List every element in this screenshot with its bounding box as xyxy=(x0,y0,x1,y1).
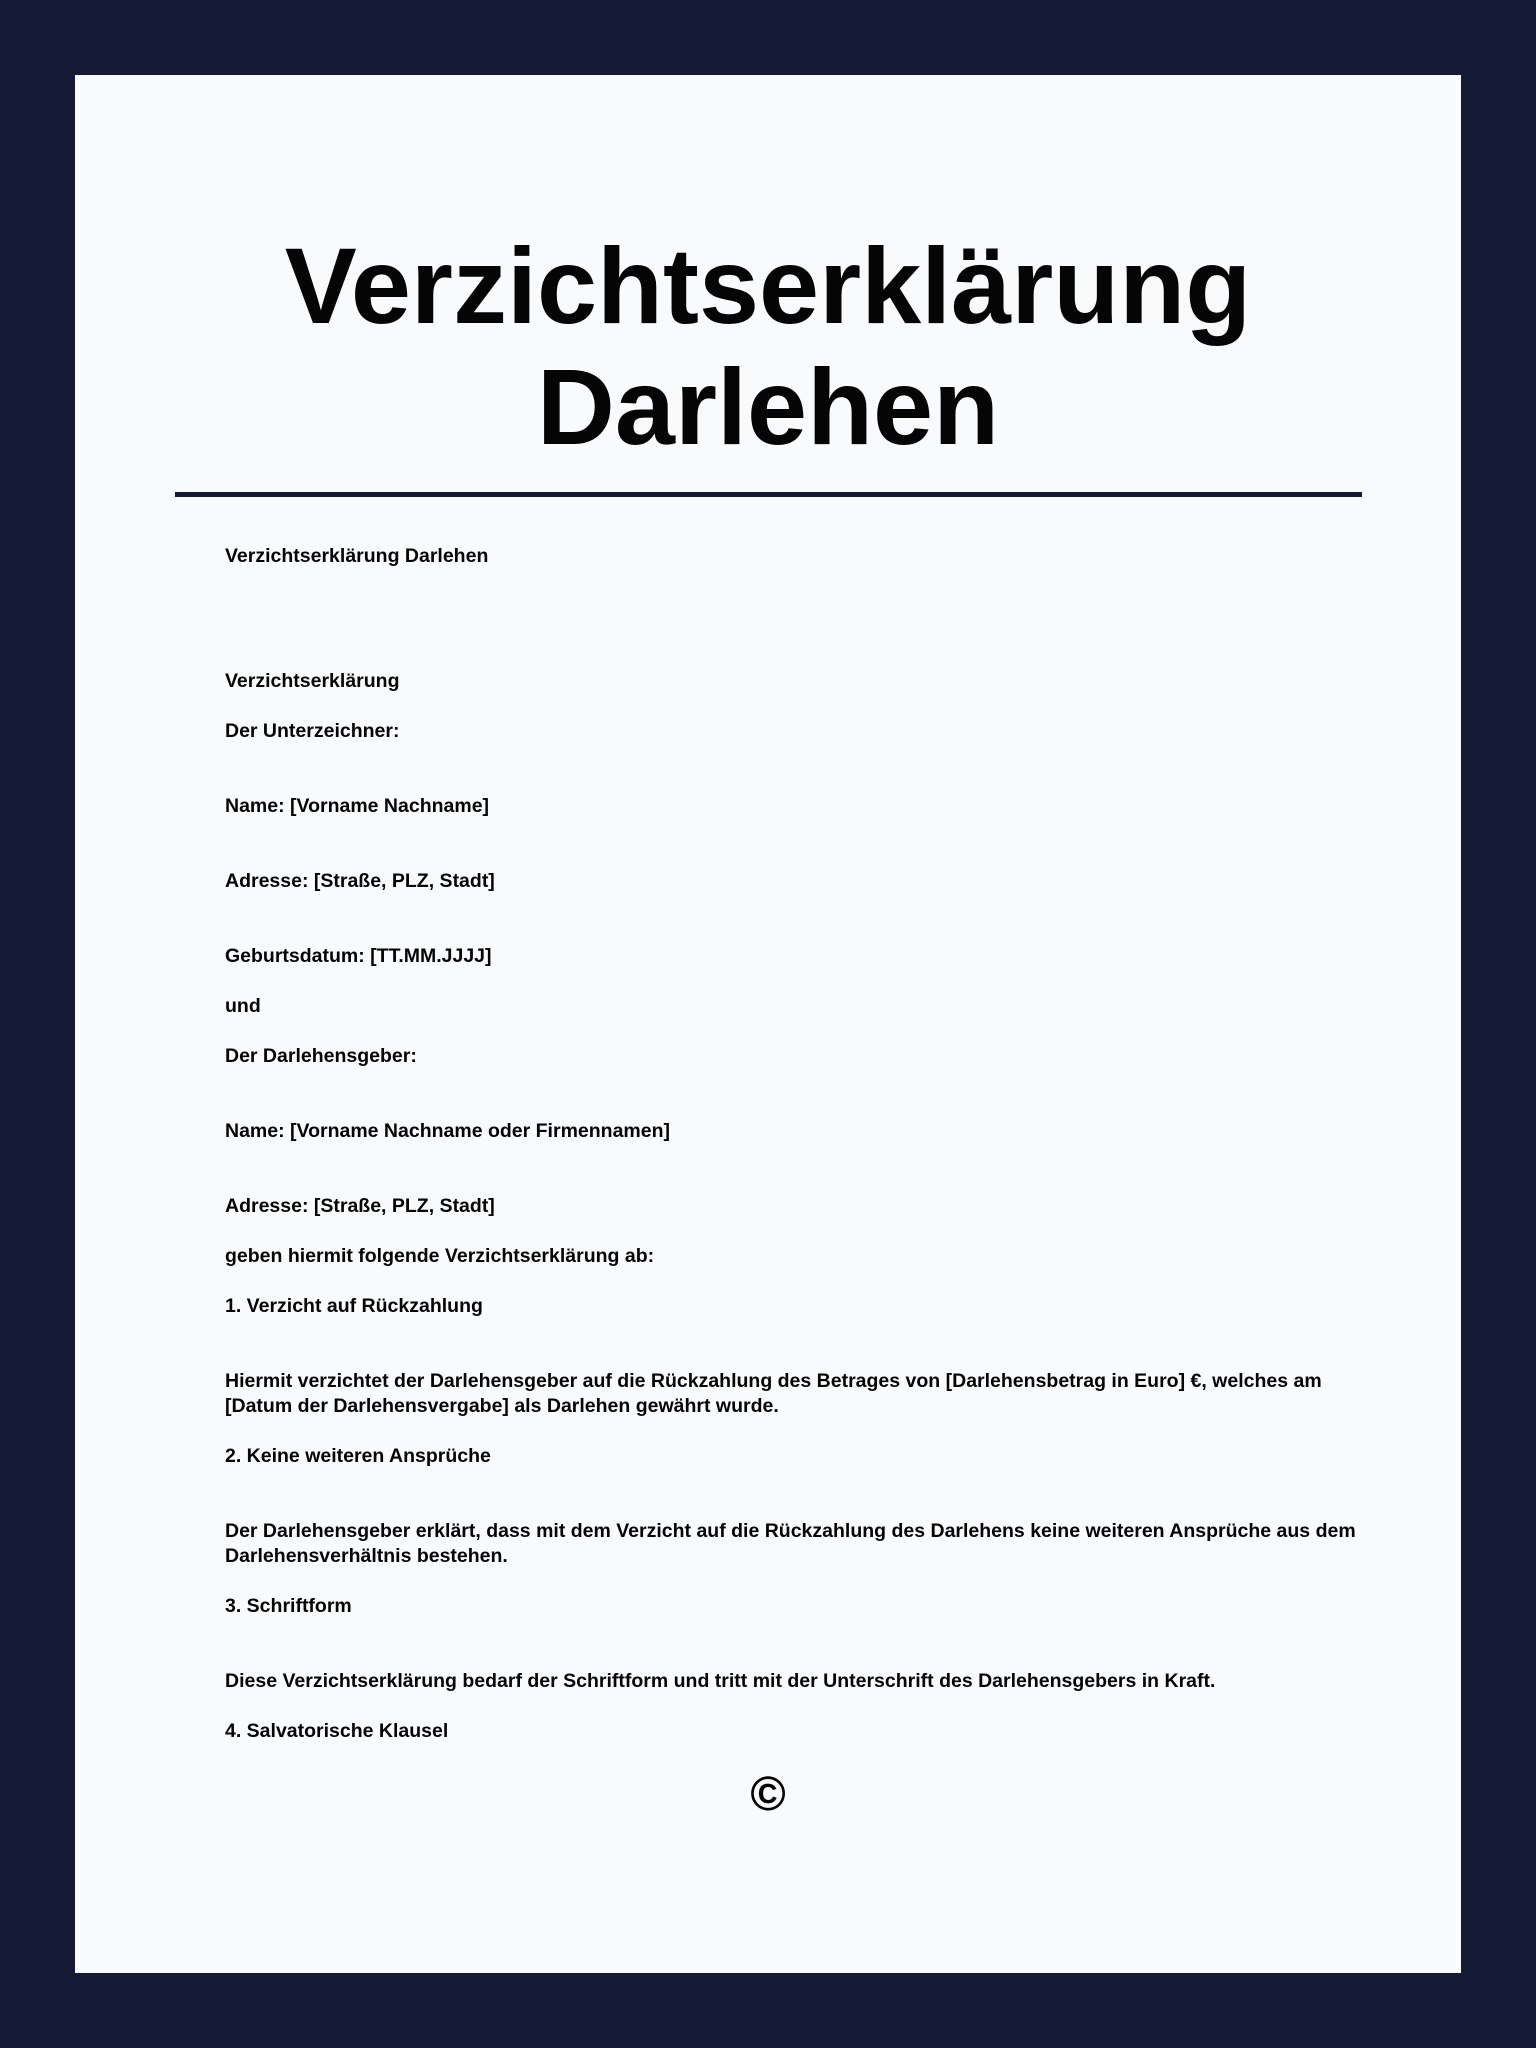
clause-3-heading: 3. Schriftform xyxy=(225,1595,352,1617)
copyright-icon: © xyxy=(750,1768,786,1821)
lender-label: Der Darlehensgeber: xyxy=(225,1045,417,1067)
clause-3-text: Diese Verzichtserklärung bedarf der Schriftform und tritt mit der Unterschrift des Darlehensgebers in Kraft. xyxy=(225,1670,1216,1692)
signatory-address: Adresse: [Straße, PLZ, Stadt] xyxy=(225,870,495,892)
signatory-name: Name: [Vorname Nachname] xyxy=(225,795,490,817)
lender-address: Adresse: [Straße, PLZ, Stadt] xyxy=(225,1195,495,1217)
clause-2-text: Der Darlehensgeber erklärt, dass mit dem Verzicht auf die Rückzahlung des Darlehens keine weiteren Ansprüche aus dem Darlehensverhältnis bestehen. xyxy=(225,1520,1356,1567)
signatory-birthdate: Geburtsdatum: [TT.MM.JJJJ] xyxy=(225,945,492,967)
signatory-label: Der Unterzeichner: xyxy=(225,720,400,742)
clause-1-text: Hiermit verzichtet der Darlehensgeber auf die Rückzahlung des Betrages von [Darlehensbetrag in Euro] €, welches am [Datum der Darlehensvergabe] als Darlehen gewährt wurde. xyxy=(225,1370,1322,1417)
document-page xyxy=(75,75,1461,1973)
clause-4-heading: 4. Salvatorische Klausel xyxy=(225,1720,449,1742)
document-heading: Verzichtserklärung Darlehen xyxy=(225,545,489,567)
section-heading: Verzichtserklärung xyxy=(225,670,400,692)
document-title xyxy=(75,225,1461,467)
declaration-intro: geben hiermit folgende Verzichtserklärung ab: xyxy=(225,1245,655,1267)
clause-1-heading: 1. Verzicht auf Rückzahlung xyxy=(225,1295,483,1317)
clause-2-heading: 2. Keine weiteren Ansprüche xyxy=(225,1445,491,1467)
lender-name: Name: [Vorname Nachname oder Firmennamen] xyxy=(225,1120,671,1142)
title-line-2: Darlehen xyxy=(536,346,1000,467)
title-line-1: Verzichtserklärung xyxy=(284,225,1252,346)
conjunction-text: und xyxy=(225,995,261,1017)
title-divider xyxy=(175,492,1362,497)
